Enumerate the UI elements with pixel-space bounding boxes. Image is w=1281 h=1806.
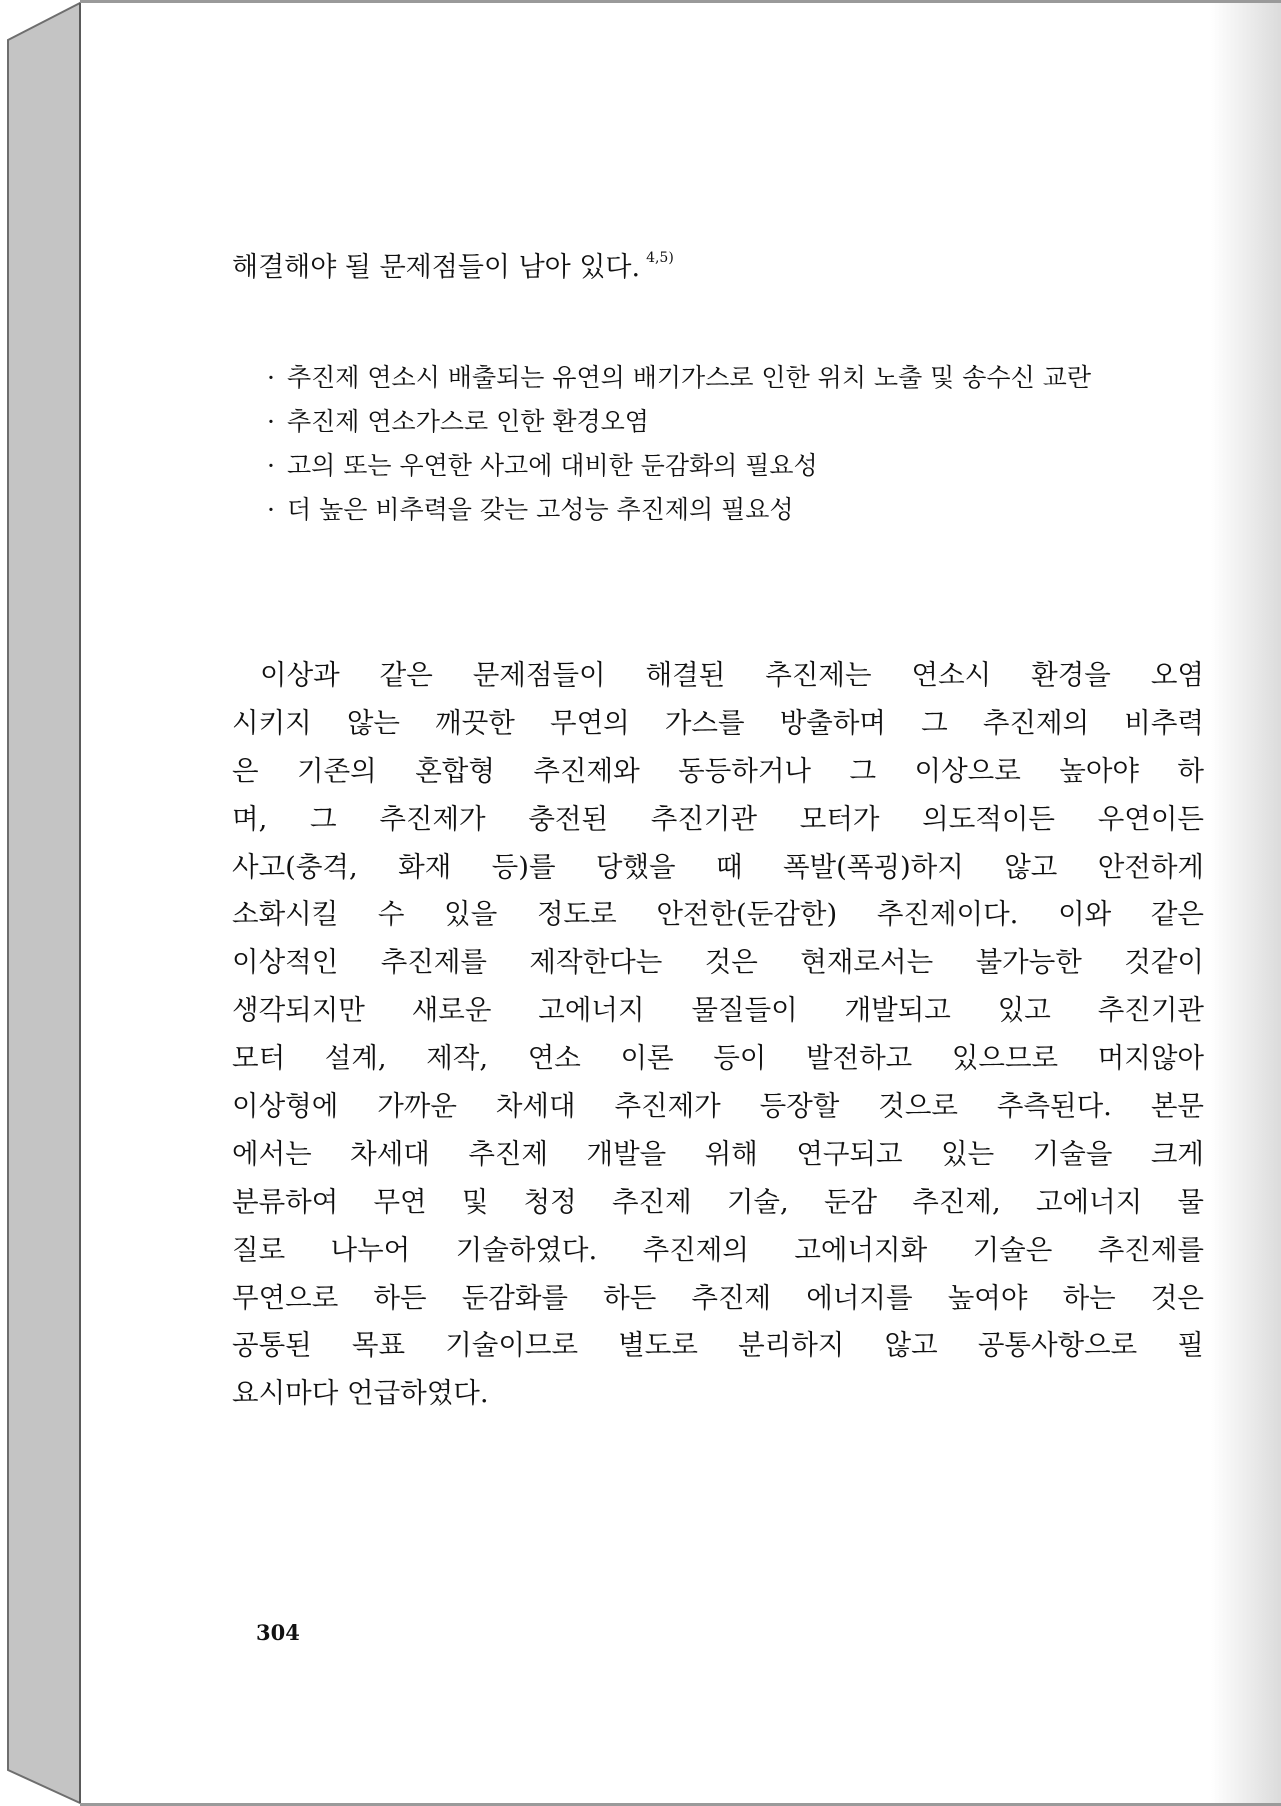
bullet-text: 더 높은 비추력을 갖는 고성능 추진제의 필요성 bbox=[287, 495, 794, 524]
paragraph-line: 소화시킬 수 있을 정도로 안전한(둔감한) 추진제이다. 이와 같은 bbox=[232, 898, 1204, 931]
paragraph-line: 사고(충격, 화재 등)를 당했을 때 폭발(폭굉)하지 않고 안전하게 bbox=[232, 850, 1204, 883]
paragraph-line: 생각되지만 새로운 고에너지 물질들이 개발되고 있고 추진기관 bbox=[232, 994, 1204, 1027]
paragraph-line: 무연으로 하든 둔감화를 하든 추진제 에너지를 높여야 하는 것은 bbox=[232, 1281, 1204, 1314]
bullet-marker: · bbox=[267, 495, 275, 524]
book-spine bbox=[0, 0, 82, 1806]
bullet-text: 추진제 연소시 배출되는 유연의 배기가스로 인한 위치 노출 및 송수신 교란 bbox=[287, 363, 1091, 392]
bullet-marker: · bbox=[267, 451, 275, 480]
bullet-marker: · bbox=[267, 407, 275, 436]
paragraph-line: 이상과 같은 문제점들이 해결된 추진제는 연소시 환경을 오염 bbox=[260, 659, 1204, 691]
paragraph-line: 이상형에 가까운 차세대 추진제가 등장할 것으로 추측된다. 본문 bbox=[232, 1090, 1204, 1123]
paragraph-line: 질로 나누어 기술하였다. 추진제의 고에너지화 기술은 추진제를 bbox=[232, 1233, 1204, 1266]
paragraph-line: 며, 그 추진제가 충전된 추진기관 모터가 의도적이든 우연이든 bbox=[232, 802, 1204, 835]
body-paragraph bbox=[232, 652, 1204, 1418]
bullet-text: 고의 또는 우연한 사고에 대비한 둔감화의 필요성 bbox=[287, 451, 818, 480]
bullet-item bbox=[267, 444, 1202, 488]
citation-superscript: 4,5) bbox=[646, 250, 674, 266]
bullet-marker: · bbox=[267, 363, 275, 392]
paragraph-line: 요시마다 언급하였다. bbox=[232, 1377, 489, 1410]
book-page bbox=[82, 3, 1272, 1803]
paragraph-line: 분류하여 무연 및 청정 추진제 기술, 둔감 추진제, 고에너지 물 bbox=[232, 1185, 1204, 1218]
bullet-item bbox=[267, 488, 1202, 532]
opening-line bbox=[232, 241, 674, 285]
paragraph-line: 시키지 않는 깨끗한 무연의 가스를 방출하며 그 추진제의 비추력 bbox=[232, 706, 1204, 739]
paragraph-line: 은 기존의 혼합형 추진제와 동등하거나 그 이상으로 높아야 하 bbox=[232, 754, 1204, 787]
bullet-list bbox=[267, 356, 1202, 532]
bullet-item bbox=[267, 400, 1202, 444]
bullet-text: 추진제 연소가스로 인한 환경오염 bbox=[287, 407, 649, 436]
paragraph-line: 에서는 차세대 추진제 개발을 위해 연구되고 있는 기술을 크게 bbox=[232, 1137, 1204, 1170]
paragraph-line: 이상적인 추진제를 제작한다는 것은 현재로서는 불가능한 것같이 bbox=[232, 946, 1204, 979]
bullet-item bbox=[267, 356, 1202, 400]
paragraph-line: 모터 설계, 제작, 연소 이론 등이 발전하고 있으므로 머지않아 bbox=[232, 1042, 1204, 1075]
page-number: 304 bbox=[256, 1620, 300, 1645]
paragraph-line: 공통된 목표 기술이므로 별도로 분리하지 않고 공통사항으로 필 bbox=[232, 1329, 1204, 1362]
opening-text: 해결해야 될 문제점들이 남아 있다. bbox=[232, 252, 641, 283]
